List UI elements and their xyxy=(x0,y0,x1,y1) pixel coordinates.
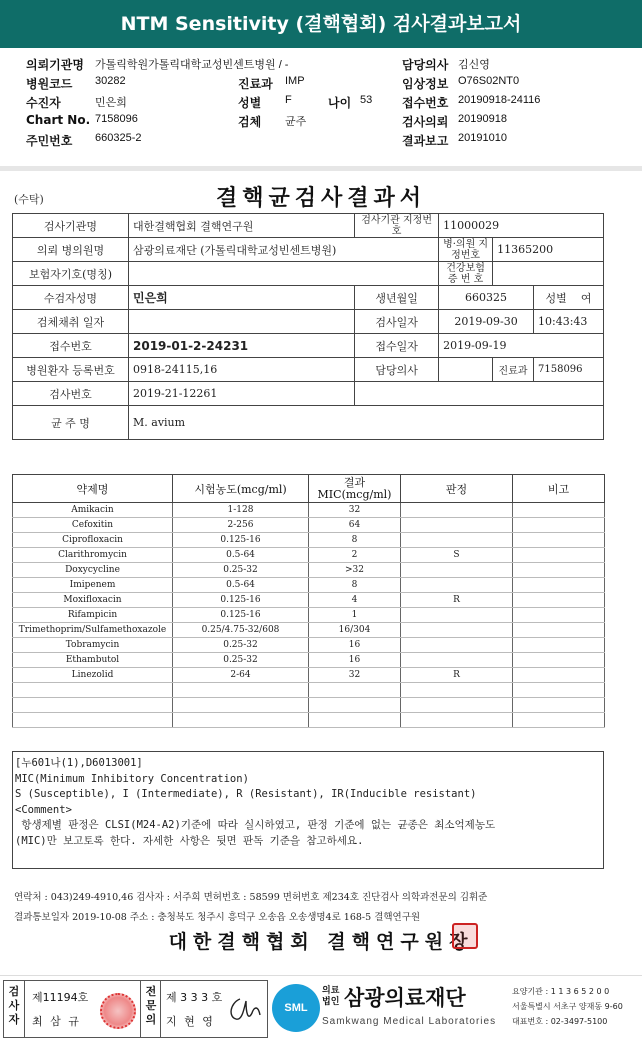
table-header: 약제명 xyxy=(13,475,173,503)
comment-box xyxy=(12,751,604,869)
table-cell: Amikacin xyxy=(13,503,173,518)
table-cell xyxy=(401,518,513,533)
table-cell xyxy=(13,713,173,728)
sex-label: 성별 xyxy=(238,96,262,110)
table-cell: 8 xyxy=(309,578,401,593)
contact-line: 연락처 : 043)249-4910,46 검사자 : 서주희 면허번호 : 58599 면허번호 제234호 진단검사 의학과전문의 김휘준 xyxy=(14,892,488,903)
resident-label: 주민번호 xyxy=(26,134,73,148)
table-cell xyxy=(513,563,605,578)
table-cell: R xyxy=(401,668,513,683)
doc-sex-label: 성별 xyxy=(545,291,567,305)
table-cell: 1 xyxy=(309,608,401,623)
examiner-box xyxy=(3,980,268,1038)
table-cell: Ethambutol xyxy=(13,653,173,668)
table-cell xyxy=(309,698,401,713)
req-code-value: 11365200 xyxy=(493,238,604,262)
doc-dept-value: 7158096 xyxy=(534,358,604,382)
table-cell xyxy=(13,698,173,713)
table-cell: 32 xyxy=(309,503,401,518)
table-cell xyxy=(513,503,605,518)
specialist-name: 지 현 영 xyxy=(166,1015,215,1028)
table-cell: >32 xyxy=(309,563,401,578)
table-row xyxy=(13,623,605,638)
age-value: 53 xyxy=(360,94,373,106)
ins-no-label: 건강보험 증 번 호 xyxy=(439,262,493,286)
table-cell xyxy=(401,698,513,713)
susceptibility-table xyxy=(12,474,605,728)
table-cell: 0.125-16 xyxy=(173,593,309,608)
specialist-label: 전문의 xyxy=(145,985,157,1026)
specimen-label: 검체 xyxy=(238,115,262,129)
lab-label: 검사기관명 xyxy=(13,214,129,238)
signature-icon xyxy=(226,995,264,1025)
table-cell xyxy=(513,698,605,713)
consignment-mark: (수탁) xyxy=(14,193,44,206)
table-cell xyxy=(513,653,605,668)
table-header: 비고 xyxy=(513,475,605,503)
birth-value: 660325 xyxy=(439,286,534,310)
table-cell xyxy=(173,683,309,698)
req-hosp-value: 삼광의료재단 (가톨릭대학교성빈센트병원) xyxy=(129,238,439,262)
table-cell xyxy=(513,608,605,623)
table-cell: 16/304 xyxy=(309,623,401,638)
sex-cell xyxy=(534,286,604,310)
doc-doctor-label: 담당의사 xyxy=(355,358,439,382)
table-cell xyxy=(401,533,513,548)
table-row xyxy=(13,638,605,653)
patient-detail-table xyxy=(12,213,604,440)
req-hosp-label: 의뢰 병의원명 xyxy=(13,238,129,262)
table-cell: 16 xyxy=(309,653,401,668)
table-header: 결과 MIC(mcg/ml) xyxy=(309,475,401,503)
table-row xyxy=(13,683,605,698)
species-label: 균 주 명 xyxy=(13,406,129,440)
org-code: 요양기관 : 1 1 3 6 5 2 0 0 xyxy=(512,987,610,996)
examiner-number: 제11194호 xyxy=(32,991,89,1004)
table-cell: S xyxy=(401,548,513,563)
doc-dept-label: 진료과 xyxy=(493,358,534,382)
table-cell xyxy=(513,593,605,608)
table-cell: 0.25-32 xyxy=(173,638,309,653)
table-cell: R xyxy=(401,593,513,608)
table-cell: 4 xyxy=(309,593,401,608)
receipt-label: 접수번호 xyxy=(402,96,449,110)
table-row xyxy=(13,713,605,728)
patient-info xyxy=(0,52,642,164)
table-row xyxy=(13,578,605,593)
table-cell xyxy=(513,533,605,548)
institution-value: 가톨릭학원가톨릭대학교성빈센트병원 / - xyxy=(95,59,289,71)
clinical-value: O76S02NT0 xyxy=(458,75,520,87)
comment-line: (MIC)만 보고토록 한다. 자세한 사항은 뒷면 판독 기준을 참고하세요. xyxy=(15,834,364,847)
table-cell: Imipenem xyxy=(13,578,173,593)
table-cell xyxy=(401,638,513,653)
table-cell xyxy=(513,713,605,728)
table-row xyxy=(13,653,605,668)
table-cell xyxy=(401,608,513,623)
specialist-number: 제 3 3 3 호 xyxy=(166,991,223,1004)
institution-label: 의뢰기관명 xyxy=(26,58,84,72)
test-no-value: 2019-21-12261 xyxy=(129,382,355,406)
table-cell: 2 xyxy=(309,548,401,563)
table-cell: 64 xyxy=(309,518,401,533)
table-header: 판정 xyxy=(401,475,513,503)
lab-code-label: 검사기관 지정번호 xyxy=(355,214,439,238)
table-row xyxy=(13,608,605,623)
report-value: 20191010 xyxy=(458,132,507,144)
specimen-value: 균주 xyxy=(285,116,307,128)
table-cell: 0.5-64 xyxy=(173,548,309,563)
table-cell xyxy=(513,578,605,593)
table-cell: 2-256 xyxy=(173,518,309,533)
table-cell xyxy=(513,683,605,698)
table-row xyxy=(13,563,605,578)
lab-value: 대한결핵협회 결핵연구원 xyxy=(129,214,355,238)
collect-label: 검체채취 일자 xyxy=(13,310,129,334)
doc-sex-value: 여 xyxy=(580,291,592,305)
table-row xyxy=(13,698,605,713)
org-english: Samkwang Medical Laboratories xyxy=(322,1016,497,1027)
org-address: 서울특별시 서초구 양재동 9-60 xyxy=(512,1002,623,1011)
doctor-value: 김신영 xyxy=(458,59,490,71)
table-cell: 0.5-64 xyxy=(173,578,309,593)
report-label: 결과보고 xyxy=(402,134,449,148)
hospital-code-label: 병원코드 xyxy=(26,77,73,91)
clinical-label: 임상정보 xyxy=(402,77,449,91)
table-cell xyxy=(401,683,513,698)
patient-label: 수진자 xyxy=(26,96,61,110)
org-phone: 대표번호 : 02-3497-5100 xyxy=(512,1017,608,1026)
chart-label: Chart No. xyxy=(26,113,91,127)
resident-value: 660325-2 xyxy=(95,132,142,144)
reg-label: 병원환자 등록번호 xyxy=(13,358,129,382)
recv-date-label: 접수일자 xyxy=(355,334,439,358)
table-header: 시험농도(mcg/ml) xyxy=(173,475,309,503)
table-row xyxy=(13,548,605,563)
table-cell: Cefoxitin xyxy=(13,518,173,533)
species-value: M. avium xyxy=(129,406,604,440)
signature-band xyxy=(0,975,642,1042)
sex-value: F xyxy=(285,94,292,106)
recv-value: 2019-01-2-24231 xyxy=(129,334,355,358)
hospital-code-value: 30282 xyxy=(95,75,126,87)
table-cell xyxy=(513,623,605,638)
table-cell: 2-64 xyxy=(173,668,309,683)
table-cell xyxy=(401,503,513,518)
table-cell xyxy=(401,713,513,728)
table-cell: Linezolid xyxy=(13,668,173,683)
table-cell xyxy=(309,713,401,728)
org-contact xyxy=(512,984,623,1029)
table-cell: 8 xyxy=(309,533,401,548)
req-code-label: 병·의원 지정번호 xyxy=(439,238,493,262)
recv-label: 접수번호 xyxy=(13,334,129,358)
official-seal-icon xyxy=(452,923,478,949)
collect-value xyxy=(129,310,355,334)
comment-line: S (Susceptible), I (Intermediate), R (Resistant), IR(Inducible resistant) xyxy=(15,788,477,800)
name-value: 민은희 xyxy=(129,286,355,310)
examiner-label: 검사자 xyxy=(8,985,20,1026)
table-cell: 0.125-16 xyxy=(173,608,309,623)
table-row xyxy=(13,668,605,683)
table-cell: 0.125-16 xyxy=(173,533,309,548)
examiner-seal-icon xyxy=(100,993,136,1029)
doc-doctor-value xyxy=(439,358,493,382)
table-row xyxy=(13,533,605,548)
table-cell: 0.25/4.75-32/608 xyxy=(173,623,309,638)
table-cell: 0.25-32 xyxy=(173,563,309,578)
name-label: 수검자성명 xyxy=(13,286,129,310)
table-cell: Rifampicin xyxy=(13,608,173,623)
document-title: 결핵균검사결과서 xyxy=(215,185,427,211)
org-type: 의료법인 xyxy=(322,986,340,1007)
examiner-name: 최 삼 규 xyxy=(32,1015,81,1028)
table-cell: 16 xyxy=(309,638,401,653)
table-cell: Doxycycline xyxy=(13,563,173,578)
ins-no-value xyxy=(493,262,604,286)
insurance-label: 보험자기호(명칭) xyxy=(13,262,129,286)
reg-value: 0918-24115,16 xyxy=(129,358,355,382)
table-cell: Trimethoprim/Sulfamethoxazole xyxy=(13,623,173,638)
table-cell xyxy=(173,713,309,728)
scanned-report xyxy=(0,171,642,971)
test-date-value: 2019-09-30 xyxy=(439,310,534,334)
request-label: 검사의뢰 xyxy=(402,115,449,129)
table-cell xyxy=(513,668,605,683)
table-row xyxy=(13,518,605,533)
report-title: NTM Sensitivity (결핵협회) 검사결과보고서 xyxy=(0,0,642,48)
comment-line: 항생제별 판정은 CLSI(M24-A2)기준에 따라 실시하였고, 판정 기준에 없는 균종은 최소억제농도 xyxy=(15,819,496,831)
address-line: 결과통보일자 2019-10-08 주소 : 충청북도 청주시 흥덕구 오송읍 오송생명4로 168-5 결핵연구원 xyxy=(14,912,421,923)
table-cell: Clarithromycin xyxy=(13,548,173,563)
table-cell xyxy=(513,548,605,563)
institute-director: 대한결핵협회 결핵연구원장 xyxy=(168,931,474,953)
table-cell xyxy=(401,653,513,668)
test-time-value: 10:43:43 xyxy=(534,310,604,334)
table-cell: Ciprofloxacin xyxy=(13,533,173,548)
chart-value: 7158096 xyxy=(95,113,138,125)
table-row xyxy=(13,503,605,518)
table-cell: 0.25-32 xyxy=(173,653,309,668)
dept-value: IMP xyxy=(285,75,305,87)
table-cell xyxy=(401,578,513,593)
comment-line: MIC(Minimum Inhibitory Concentration) xyxy=(15,772,249,785)
doctor-label: 담당의사 xyxy=(402,58,449,72)
birth-label: 생년월일 xyxy=(355,286,439,310)
table-cell xyxy=(401,623,513,638)
test-date-label: 검사일자 xyxy=(355,310,439,334)
org-name: 삼광의료재단 xyxy=(344,986,466,1010)
table-row xyxy=(13,593,605,608)
recv-date-value: 2019-09-19 xyxy=(439,334,604,358)
dept-label: 진료과 xyxy=(238,77,273,91)
table-cell: Moxifloxacin xyxy=(13,593,173,608)
table-cell xyxy=(173,698,309,713)
table-cell xyxy=(513,518,605,533)
request-value: 20190918 xyxy=(458,113,507,125)
table-cell xyxy=(13,683,173,698)
test-no-label: 검사번호 xyxy=(13,382,129,406)
receipt-value: 20190918-24116 xyxy=(458,94,541,106)
table-cell xyxy=(309,683,401,698)
comment-line: [누601나(1),D6013001] xyxy=(15,757,143,769)
blank-cell xyxy=(355,382,604,406)
comment-line: <Comment> xyxy=(15,803,72,816)
table-cell: Tobramycin xyxy=(13,638,173,653)
lab-code-value: 11000029 xyxy=(439,214,604,238)
table-cell: 32 xyxy=(309,668,401,683)
table-cell xyxy=(401,563,513,578)
patient-value: 민은희 xyxy=(95,97,127,109)
sml-logo-icon: SML xyxy=(272,984,320,1032)
insurance-value xyxy=(129,262,439,286)
table-cell xyxy=(513,638,605,653)
age-label: 나이 xyxy=(328,96,352,110)
table-cell: 1-128 xyxy=(173,503,309,518)
